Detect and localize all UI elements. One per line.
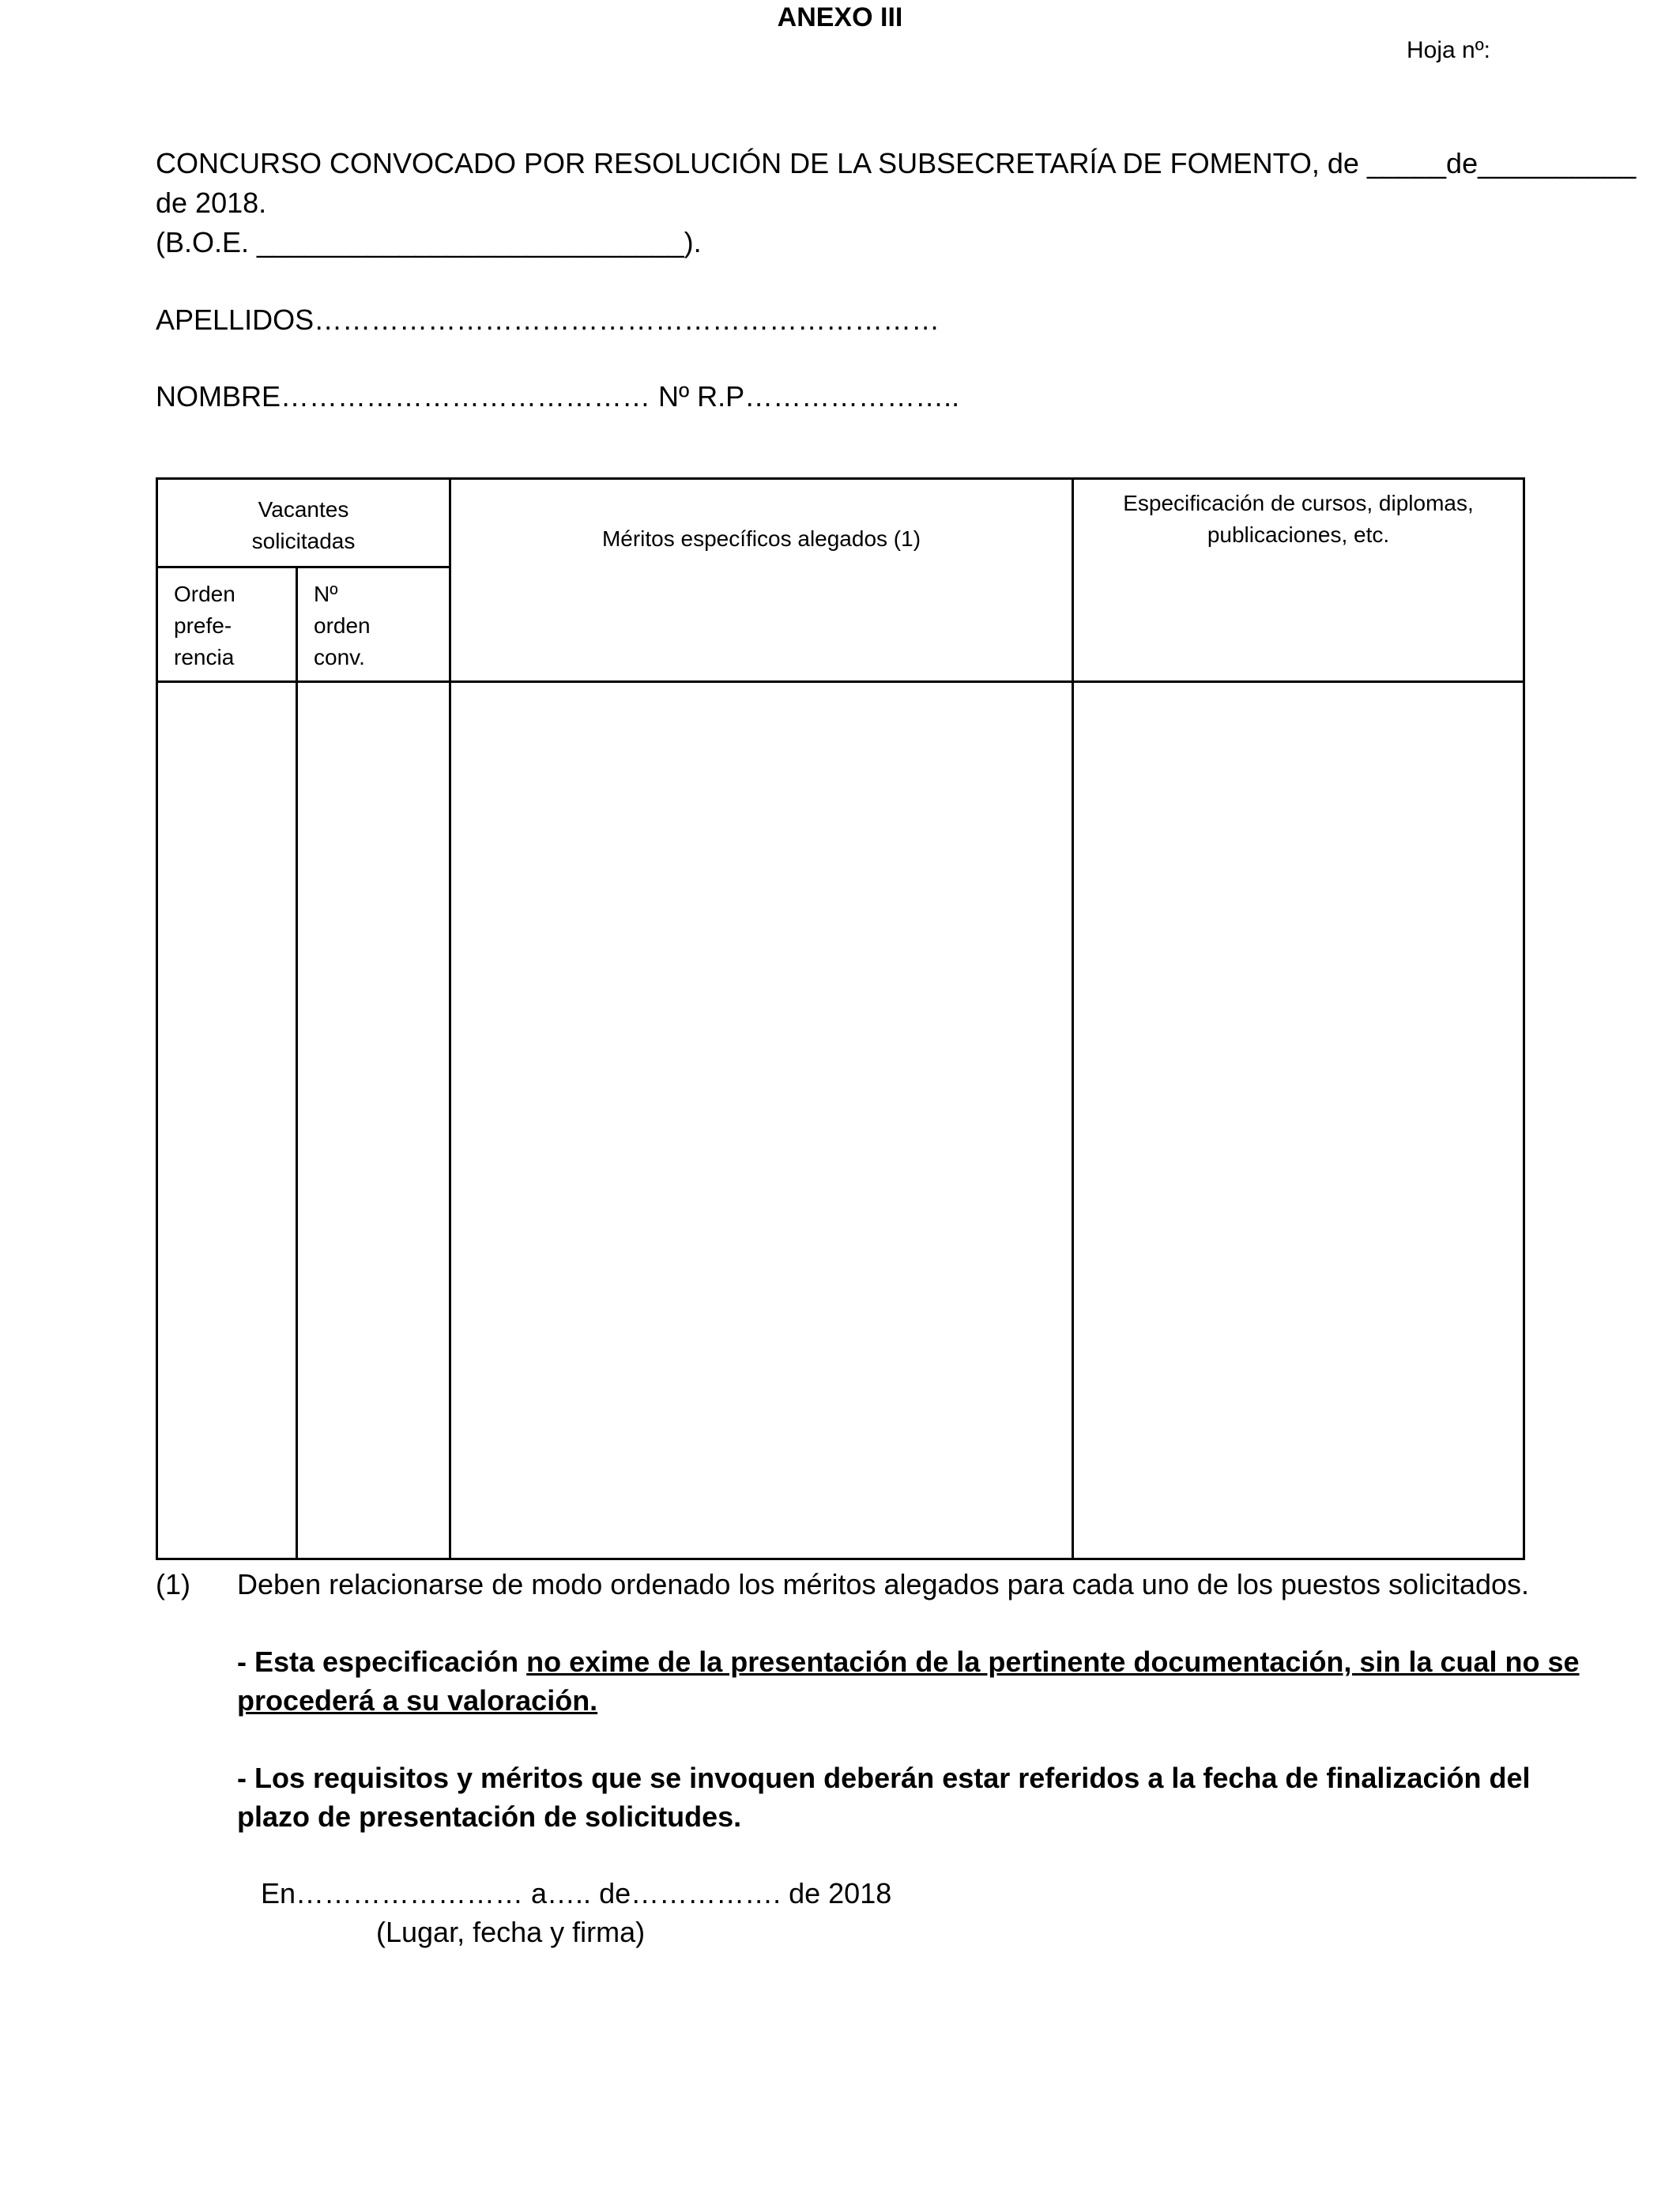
orden-preferencia-header [174, 579, 235, 673]
meritos-header: Méritos específicos alegados (1) [601, 526, 921, 551]
merits-table [156, 477, 1525, 1560]
num-orden-header [314, 579, 371, 673]
boe-line: (B.O.E. ___________________________). [156, 226, 702, 258]
num-line-1: Nº [314, 582, 338, 606]
vacantes-header [158, 494, 449, 557]
apellidos-field[interactable]: APELLIDOS………………………………………………………… [156, 303, 940, 336]
orden-preferencia-cell[interactable] [158, 683, 296, 1558]
document-title: ANEXO III [777, 2, 903, 32]
nombre-field[interactable]: NOMBRE………………………………… Nº R.P………………….. [156, 380, 960, 413]
orden-line-3: rencia [174, 645, 235, 669]
orden-line-2: prefe- [174, 613, 232, 638]
signature-caption: (Lugar, fecha y firma) [376, 1916, 646, 1948]
footnote-2-underlined-a: no exime de la presentación de la pertinente documentación, sin la cual no se [526, 1646, 1580, 1678]
vacantes-line-2: solicitadas [251, 529, 356, 553]
footnote-2-line-1 [237, 1642, 1580, 1682]
especificacion-header [1074, 488, 1523, 551]
orden-line-1: Orden [174, 582, 235, 606]
especificacion-line-1: Especificación de cursos, diplomas, [1123, 491, 1474, 515]
vacantes-line-1: Vacantes [258, 497, 349, 522]
num-line-2: orden [314, 613, 371, 638]
especificacion-line-2: publicaciones, etc. [1207, 522, 1390, 547]
footnote-3-line-2: plazo de presentación de solicitudes. [237, 1800, 742, 1833]
footnote-2-prefix: - Esta especificación [237, 1646, 527, 1678]
especificacion-cell[interactable] [1074, 683, 1523, 1558]
footnote-1: Deben relacionarse de modo ordenado los méritos alegados para cada uno de los puestos solicitados. [237, 1568, 1530, 1600]
signature-place-date[interactable]: En…………………… a….. de……………. de 2018 [261, 1877, 892, 1909]
footnote-2-underlined-b: procederá a su valoración. [237, 1684, 598, 1717]
footnote-3-line-1: - Los requisitos y méritos que se invoquen deberán estar referidos a la fecha de finalización del [237, 1762, 1531, 1794]
meritos-cell[interactable] [451, 683, 1072, 1558]
table-subheader-divider [158, 566, 449, 568]
year-line: de 2018. [156, 187, 267, 219]
concurso-line: CONCURSO CONVOCADO POR RESOLUCIÓN DE LA SUBSECRETARÍA DE FOMENTO, de _____de__________ [156, 147, 1637, 179]
num-orden-cell[interactable] [298, 683, 449, 1558]
footnote-marker: (1) [156, 1568, 190, 1600]
num-line-3: conv. [314, 645, 365, 669]
sheet-number-label: Hoja nº: [1407, 37, 1491, 63]
